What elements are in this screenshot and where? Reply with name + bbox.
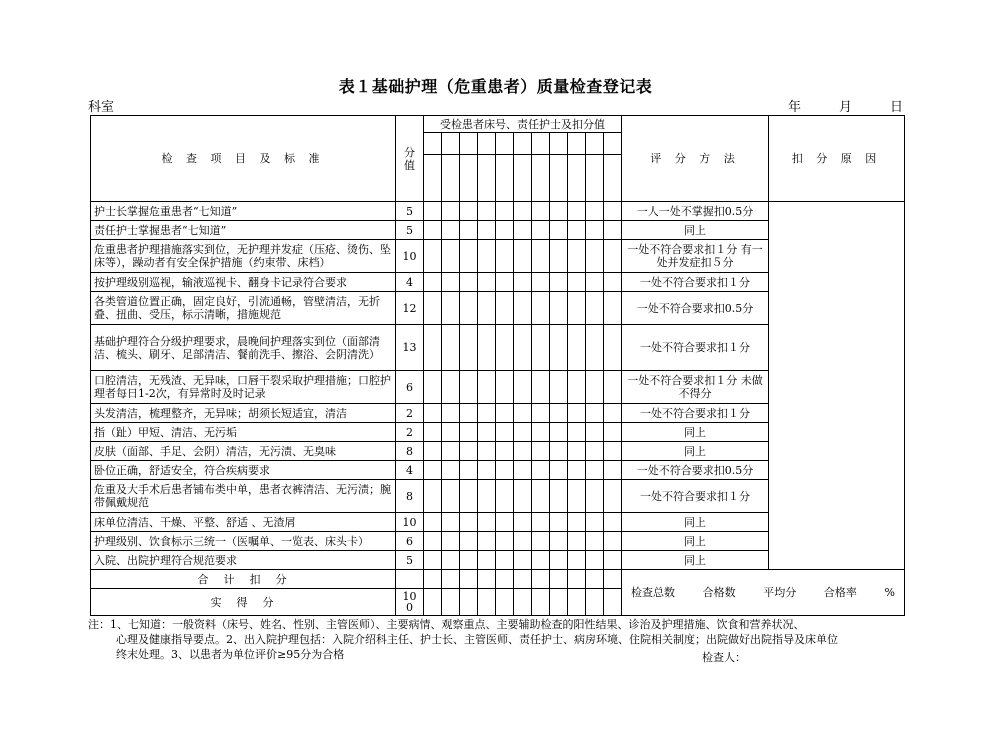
score-cell[interactable] — [424, 442, 442, 461]
item-cell: 基础护理符合分级护理要求，晨晚间护理落实到位（面部清洁、梳头、刷牙、足部清洁、餐前洗手、擦浴、会阴清洗） — [91, 325, 396, 371]
score-cell[interactable] — [514, 273, 532, 292]
score-cell[interactable] — [586, 292, 604, 325]
score-cell[interactable] — [496, 292, 514, 325]
year-label: 年 — [788, 100, 802, 115]
score-cell[interactable] — [586, 532, 604, 551]
total-row — [91, 570, 905, 589]
score-cell[interactable] — [478, 570, 496, 589]
score-cell[interactable] — [532, 404, 550, 423]
score-cell[interactable] — [568, 551, 586, 570]
item-header: 检 查 项 目 及 标 准 — [91, 116, 396, 202]
score-cell[interactable] — [460, 133, 478, 155]
score-value: 4 — [396, 273, 424, 292]
score-cell[interactable] — [604, 589, 622, 616]
score-cell[interactable] — [514, 292, 532, 325]
score-cell[interactable] — [460, 155, 478, 202]
score-cell[interactable] — [478, 461, 496, 480]
score-cell[interactable] — [496, 589, 514, 616]
score-cell[interactable] — [424, 133, 442, 155]
score-cell[interactable] — [514, 221, 532, 240]
score-cell[interactable] — [478, 202, 496, 221]
method-cell: 同上 — [622, 442, 769, 461]
score-cell[interactable] — [424, 155, 442, 202]
notes — [88, 617, 908, 662]
score-cell[interactable] — [568, 532, 586, 551]
score-cell[interactable] — [532, 371, 550, 404]
method-cell: 一人一处不掌握扣0.5分 — [622, 202, 769, 221]
stats-cell — [622, 570, 905, 616]
score-cell[interactable] — [532, 480, 550, 513]
score-cell[interactable] — [478, 513, 496, 532]
score-cell[interactable] — [568, 292, 586, 325]
score-cell[interactable] — [514, 551, 532, 570]
note-line-2: 心理及健康指导要点。2、出入院护理包括：入院介绍科主任、护士长、主管医师、责任护士、病房环境、住院相关制度；出院做好出院指导及床单位 — [116, 633, 838, 646]
score-cell[interactable] — [586, 202, 604, 221]
score-cell[interactable] — [568, 133, 586, 155]
score-value: 12 — [396, 292, 424, 325]
score-cell[interactable] — [604, 532, 622, 551]
score-cell[interactable] — [568, 273, 586, 292]
score-cell[interactable] — [586, 570, 604, 589]
score-cell[interactable] — [586, 513, 604, 532]
score-cell[interactable] — [496, 240, 514, 273]
score-cell[interactable] — [478, 371, 496, 404]
stats — [625, 586, 901, 599]
score-cell[interactable] — [442, 202, 460, 221]
table-row — [91, 202, 905, 221]
score-cell[interactable] — [478, 221, 496, 240]
score-cell[interactable] — [550, 325, 568, 371]
score-cell[interactable] — [586, 273, 604, 292]
score-value: 2 — [396, 423, 424, 442]
score-cell[interactable] — [568, 240, 586, 273]
score-cell[interactable] — [550, 461, 568, 480]
score-cell[interactable] — [568, 589, 586, 616]
score-cell[interactable] — [424, 423, 442, 442]
score-value: 4 — [396, 461, 424, 480]
score-cell[interactable] — [496, 423, 514, 442]
score-cell[interactable] — [550, 551, 568, 570]
score-cell[interactable] — [442, 133, 460, 155]
score-cell[interactable] — [586, 155, 604, 202]
method-cell: 一处不符合要求扣１分 有一处并发症扣５分 — [622, 240, 769, 273]
score-value: 13 — [396, 325, 424, 371]
actual-score-value: 100 — [402, 590, 417, 614]
score-cell[interactable] — [532, 442, 550, 461]
stat-qualified: 合格数 — [702, 586, 736, 599]
score-cell[interactable] — [514, 589, 532, 616]
score-cell[interactable] — [460, 461, 478, 480]
score-cell[interactable] — [604, 461, 622, 480]
score-cell[interactable] — [550, 480, 568, 513]
score-cell[interactable] — [550, 570, 568, 589]
score-cell[interactable] — [460, 442, 478, 461]
score-cell[interactable] — [460, 202, 478, 221]
score-cell[interactable] — [604, 404, 622, 423]
score-value: 2 — [396, 404, 424, 423]
score-cell[interactable] — [478, 292, 496, 325]
score-cell[interactable] — [514, 133, 532, 155]
total-score-cell — [396, 570, 424, 589]
score-cell[interactable] — [460, 292, 478, 325]
score-cell[interactable] — [604, 133, 622, 155]
score-cell[interactable] — [460, 240, 478, 273]
score-cell[interactable] — [586, 240, 604, 273]
score-cell[interactable] — [460, 221, 478, 240]
score-cell[interactable] — [604, 513, 622, 532]
score-value: 8 — [396, 442, 424, 461]
score-cell[interactable] — [586, 442, 604, 461]
score-cell[interactable] — [568, 423, 586, 442]
score-cell[interactable] — [424, 513, 442, 532]
score-cell[interactable] — [496, 325, 514, 371]
score-cell[interactable] — [568, 325, 586, 371]
score-cell[interactable] — [442, 532, 460, 551]
method-cell: 一处不符合要求扣0.5分 — [622, 461, 769, 480]
item-cell: 危重患者护理措施落实到位，无护理并发症（压疮、烫伤、坠床等），躁动者有安全保护措施（约束带、床档） — [91, 240, 396, 273]
score-cell[interactable] — [424, 532, 442, 551]
score-cell[interactable] — [496, 273, 514, 292]
item-cell: 指（趾）甲短、清洁、无污垢 — [91, 423, 396, 442]
date-fields — [788, 96, 903, 115]
score-cell[interactable] — [460, 371, 478, 404]
score-cell[interactable] — [532, 292, 550, 325]
item-cell: 床单位清洁、干燥、平整、舒适 、无渣屑 — [91, 513, 396, 532]
score-cell[interactable] — [532, 513, 550, 532]
score-cell[interactable] — [442, 325, 460, 371]
note-line-3: 终末处理。3、以患者为单位评价≥95分为合格 — [116, 648, 345, 661]
patients-header: 受检患者床号、责任护士及扣分值 — [424, 116, 622, 133]
score-cell[interactable] — [604, 325, 622, 371]
method-cell: 同上 — [622, 221, 769, 240]
score-cell[interactable] — [460, 513, 478, 532]
item-cell: 危重及大手术后患者铺布类中单，患者衣裤清洁、无污渍；腕带佩戴规范 — [91, 480, 396, 513]
item-cell: 各类管道位置正确，固定良好，引流通畅，管壁清洁，无折叠、扭曲、受压，标示清晰，措施规范 — [91, 292, 396, 325]
score-cell[interactable] — [586, 371, 604, 404]
score-cell[interactable] — [496, 133, 514, 155]
score-cell[interactable] — [568, 155, 586, 202]
score-cell[interactable] — [424, 325, 442, 371]
method-cell: 同上 — [622, 423, 769, 442]
item-cell: 口腔清洁，无残渣、无异味，口唇干裂采取护理措施；口腔护理者每日1-2次，有异常时及时记录 — [91, 371, 396, 404]
score-cell[interactable] — [586, 589, 604, 616]
score-cell[interactable] — [442, 480, 460, 513]
score-cell[interactable] — [478, 442, 496, 461]
score-cell[interactable] — [460, 480, 478, 513]
score-cell[interactable] — [442, 371, 460, 404]
score-cell[interactable] — [496, 570, 514, 589]
score-cell[interactable] — [460, 423, 478, 442]
item-cell: 入院、出院护理符合规范要求 — [91, 551, 396, 570]
score-cell[interactable] — [460, 589, 478, 616]
score-cell[interactable] — [550, 589, 568, 616]
score-cell[interactable] — [514, 371, 532, 404]
score-cell[interactable] — [424, 461, 442, 480]
actual-label: 实 得 分 — [91, 589, 396, 616]
method-cell: 一处不符合要求扣１分 — [622, 325, 769, 371]
day-label: 日 — [889, 100, 903, 115]
stat-percent: % — [884, 586, 895, 599]
score-cell[interactable] — [568, 442, 586, 461]
score-cell[interactable] — [532, 532, 550, 551]
actual-score — [396, 589, 424, 616]
score-value: 5 — [396, 202, 424, 221]
score-cell[interactable] — [532, 133, 550, 155]
score-cell[interactable] — [604, 292, 622, 325]
method-cell: 一处不符合要求扣１分 未做不得分 — [622, 371, 769, 404]
score-cell[interactable] — [424, 292, 442, 325]
score-cell[interactable] — [496, 442, 514, 461]
score-cell[interactable] — [550, 532, 568, 551]
header-row — [91, 116, 905, 133]
score-cell[interactable] — [568, 371, 586, 404]
month-label: 月 — [838, 100, 852, 115]
score-cell[interactable] — [586, 423, 604, 442]
score-cell[interactable] — [460, 570, 478, 589]
method-cell: 一处不符合要求扣１分 — [622, 273, 769, 292]
score-cell[interactable] — [532, 273, 550, 292]
note-line-1: 注：1、七知道：一般资料（床号、姓名、性别、主管医师）、主要病情、观察重点、主要辅助检查的阳性结果、诊治及护理措施、饮食和营养状况、 — [88, 618, 805, 631]
score-value: 6 — [396, 371, 424, 404]
reason-header: 扣 分 原 因 — [769, 116, 905, 202]
score-cell[interactable] — [442, 292, 460, 325]
item-cell: 护士长掌握危重患者“七知道” — [91, 202, 396, 221]
score-cell[interactable] — [550, 133, 568, 155]
score-cell[interactable] — [442, 423, 460, 442]
score-cell[interactable] — [586, 461, 604, 480]
score-value: 5 — [396, 221, 424, 240]
score-cell[interactable] — [586, 551, 604, 570]
stat-total: 检查总数 — [631, 586, 675, 599]
inspection-table — [90, 115, 905, 616]
score-cell[interactable] — [514, 442, 532, 461]
score-cell[interactable] — [514, 240, 532, 273]
score-cell[interactable] — [532, 202, 550, 221]
score-cell[interactable] — [568, 404, 586, 423]
score-cell[interactable] — [478, 240, 496, 273]
score-cell[interactable] — [442, 155, 460, 202]
score-cell[interactable] — [424, 589, 442, 616]
score-cell[interactable] — [442, 589, 460, 616]
score-cell[interactable] — [604, 480, 622, 513]
score-cell[interactable] — [496, 404, 514, 423]
item-cell: 头发清洁，梳理整齐，无异味；胡须长短适宜，清洁 — [91, 404, 396, 423]
score-cell[interactable] — [442, 570, 460, 589]
score-value: 5 — [396, 551, 424, 570]
score-cell[interactable] — [514, 570, 532, 589]
score-cell[interactable] — [478, 133, 496, 155]
score-cell[interactable] — [568, 461, 586, 480]
inspector-label: 检查人： — [702, 651, 746, 664]
method-cell: 一处不符合要求扣１分 — [622, 404, 769, 423]
score-value: 10 — [396, 513, 424, 532]
method-cell: 一处不符合要求扣１分 — [622, 480, 769, 513]
score-cell[interactable] — [550, 202, 568, 221]
method-cell: 同上 — [622, 532, 769, 551]
method-cell: 一处不符合要求扣0.5分 — [622, 292, 769, 325]
score-cell[interactable] — [478, 423, 496, 442]
score-cell[interactable] — [550, 423, 568, 442]
score-cell[interactable] — [496, 371, 514, 404]
score-cell[interactable] — [586, 480, 604, 513]
score-cell[interactable] — [442, 240, 460, 273]
score-cell[interactable] — [460, 273, 478, 292]
score-cell[interactable] — [478, 532, 496, 551]
score-cell[interactable] — [604, 202, 622, 221]
score-cell[interactable] — [568, 221, 586, 240]
score-cell[interactable] — [604, 423, 622, 442]
score-cell[interactable] — [514, 423, 532, 442]
score-cell[interactable] — [604, 155, 622, 202]
score-cell[interactable] — [604, 371, 622, 404]
score-cell[interactable] — [532, 570, 550, 589]
score-cell[interactable] — [514, 532, 532, 551]
score-cell[interactable] — [514, 480, 532, 513]
score-cell[interactable] — [496, 461, 514, 480]
score-cell[interactable] — [550, 442, 568, 461]
score-cell[interactable] — [442, 221, 460, 240]
page-title: 表１基础护理（危重患者）质量检查登记表 — [338, 77, 653, 96]
stat-average: 平均分 — [763, 586, 797, 599]
score-cell[interactable] — [424, 551, 442, 570]
score-cell[interactable] — [442, 513, 460, 532]
item-cell: 护理级别、饮食标示三统一（医嘱单、一览表、床头卡） — [91, 532, 396, 551]
score-cell[interactable] — [496, 551, 514, 570]
score-cell[interactable] — [604, 273, 622, 292]
score-cell[interactable] — [514, 202, 532, 221]
score-cell[interactable] — [514, 325, 532, 371]
score-cell[interactable] — [424, 404, 442, 423]
score-cell[interactable] — [496, 513, 514, 532]
score-cell[interactable] — [514, 155, 532, 202]
score-cell[interactable] — [568, 480, 586, 513]
score-header: 分值 — [396, 116, 424, 202]
score-cell[interactable] — [532, 221, 550, 240]
score-cell[interactable] — [460, 551, 478, 570]
reason-cell[interactable] — [769, 202, 905, 570]
score-cell[interactable] — [442, 442, 460, 461]
score-cell[interactable] — [532, 155, 550, 202]
score-cell[interactable] — [424, 570, 442, 589]
score-cell[interactable] — [532, 325, 550, 371]
score-cell[interactable] — [460, 325, 478, 371]
score-cell[interactable] — [532, 461, 550, 480]
score-cell[interactable] — [550, 292, 568, 325]
score-cell[interactable] — [604, 570, 622, 589]
total-label: 合 计 扣 分 — [91, 570, 396, 589]
method-cell: 同上 — [622, 551, 769, 570]
item-cell: 卧位正确，舒适安全，符合疾病要求 — [91, 461, 396, 480]
score-cell[interactable] — [424, 273, 442, 292]
score-cell[interactable] — [532, 589, 550, 616]
method-cell: 同上 — [622, 513, 769, 532]
score-cell[interactable] — [586, 325, 604, 371]
score-cell[interactable] — [496, 202, 514, 221]
score-cell[interactable] — [460, 532, 478, 551]
score-cell[interactable] — [442, 404, 460, 423]
dept-label: 科室 — [88, 100, 115, 115]
score-cell[interactable] — [604, 221, 622, 240]
score-cell[interactable] — [424, 480, 442, 513]
score-cell[interactable] — [550, 155, 568, 202]
score-cell[interactable] — [442, 461, 460, 480]
score-cell[interactable] — [424, 202, 442, 221]
score-cell[interactable] — [586, 133, 604, 155]
score-cell[interactable] — [424, 240, 442, 273]
item-cell: 皮肤（面部、手足、会阴）清洁，无污渍、无臭味 — [91, 442, 396, 461]
score-cell[interactable] — [550, 240, 568, 273]
score-cell[interactable] — [478, 155, 496, 202]
item-cell: 按护理级别巡视，输液巡视卡、翻身卡记录符合要求 — [91, 273, 396, 292]
score-cell[interactable] — [550, 513, 568, 532]
score-cell[interactable] — [604, 551, 622, 570]
score-value: 10 — [396, 240, 424, 273]
score-cell[interactable] — [478, 551, 496, 570]
score-cell[interactable] — [550, 221, 568, 240]
score-cell[interactable] — [496, 155, 514, 202]
score-cell[interactable] — [550, 371, 568, 404]
score-cell[interactable] — [568, 570, 586, 589]
score-cell[interactable] — [604, 442, 622, 461]
score-cell[interactable] — [532, 423, 550, 442]
score-cell[interactable] — [550, 404, 568, 423]
score-cell[interactable] — [514, 513, 532, 532]
score-cell[interactable] — [532, 240, 550, 273]
score-cell[interactable] — [496, 532, 514, 551]
score-cell[interactable] — [586, 221, 604, 240]
score-cell[interactable] — [550, 273, 568, 292]
method-header: 评 分 方 法 — [622, 116, 769, 202]
score-cell[interactable] — [568, 202, 586, 221]
stat-rate: 合格率 — [823, 586, 857, 599]
score-cell[interactable] — [514, 404, 532, 423]
score-cell[interactable] — [478, 273, 496, 292]
score-cell[interactable] — [442, 273, 460, 292]
score-cell[interactable] — [478, 325, 496, 371]
score-cell[interactable] — [568, 513, 586, 532]
score-cell[interactable] — [478, 480, 496, 513]
score-cell[interactable] — [478, 589, 496, 616]
score-cell[interactable] — [424, 371, 442, 404]
score-cell[interactable] — [604, 240, 622, 273]
score-cell[interactable] — [442, 551, 460, 570]
score-cell[interactable] — [424, 221, 442, 240]
item-cell: 责任护士掌握患者“七知道” — [91, 221, 396, 240]
score-cell[interactable] — [460, 404, 478, 423]
score-cell[interactable] — [586, 404, 604, 423]
score-cell[interactable] — [496, 480, 514, 513]
score-cell[interactable] — [514, 461, 532, 480]
score-cell[interactable] — [532, 551, 550, 570]
score-value: 6 — [396, 532, 424, 551]
score-cell[interactable] — [496, 221, 514, 240]
score-value: 8 — [396, 480, 424, 513]
score-cell[interactable] — [478, 404, 496, 423]
